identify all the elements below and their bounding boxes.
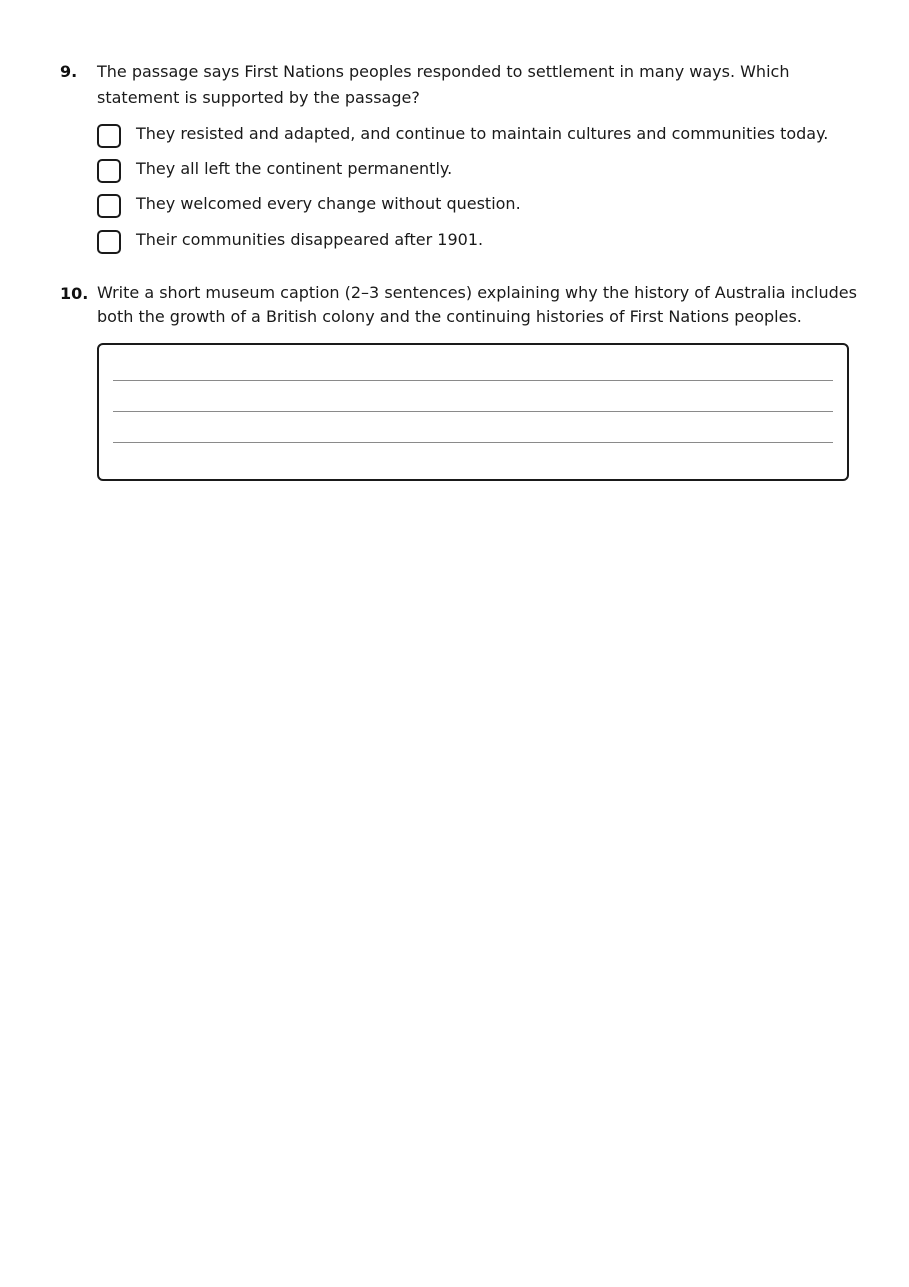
option-1[interactable] (97, 122, 857, 150)
option-4[interactable] (97, 228, 857, 256)
option-label: They resisted and adapted, and continue to maintain cultures and communities today. (136, 124, 829, 143)
option-label: Their communities disappeared after 1901. (136, 230, 484, 249)
checkbox-icon[interactable] (97, 159, 121, 183)
option-3[interactable] (97, 192, 857, 220)
question-text: Write a short museum caption (2–3 sentences) explaining why the history of Australia includes both the growth of a British colony and the continuing histories of First Nations peoples. (97, 283, 857, 326)
question-number: 10. (60, 284, 89, 303)
writing-line (113, 442, 833, 443)
option-label: They welcomed every change without question. (136, 194, 521, 213)
answer-writing-box[interactable] (97, 343, 849, 481)
option-2[interactable] (97, 157, 857, 185)
question-number: 9. (60, 62, 78, 81)
writing-line (113, 411, 833, 412)
checkbox-icon[interactable] (97, 230, 121, 254)
checkbox-icon[interactable] (97, 124, 121, 148)
option-label: They all left the continent permanently. (136, 159, 453, 178)
writing-line (113, 380, 833, 381)
question-text: The passage says First Nations peoples responded to settlement in many ways. Which statement is supported by the passage? (97, 62, 790, 107)
checkbox-icon[interactable] (97, 194, 121, 218)
